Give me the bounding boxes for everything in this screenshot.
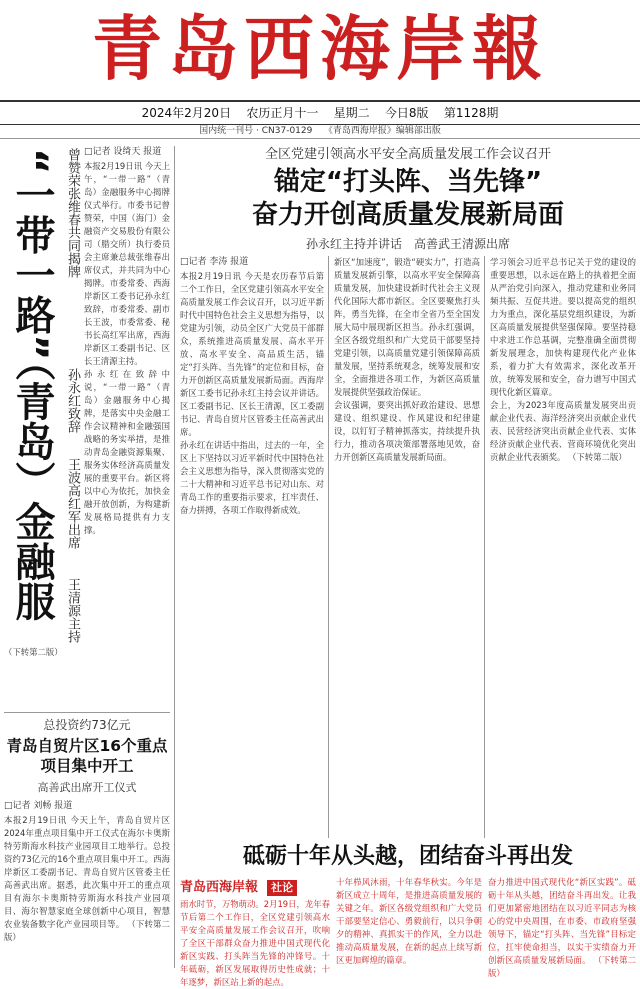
editorial-headline: 砥砺十年从头越，团结奋斗再出发	[242, 844, 573, 869]
main-col3-p1: 学习领会习近平总书记关于党的建设的重要思想，以永远在路上的执着把全面从严治党引向深入，推动党建和业务同频共振、互促共进。要以提高党的组织力为重点，深化基层党组织建设，为新区高质量发展提供坚强保障。要坚持稳中求进工作总基调，完整准确全面贯彻新发展理念，加快构建现代化产业体系，着力扩大有效需求，深化改革开放，统筹发展和安全，奋力谱写中国式现代化新区篇章。	[490, 257, 636, 397]
lower-left-continued: （下转第二版）	[4, 919, 171, 942]
main-col1-p1: 本报2月19日讯 今天是农历春节后第二个工作日，全区党建引领高水平安全高质量发展工作会议召开，以习近平新时代中国特色社会主义思想为指导，以党建为引领，动员全区广大党员干部群众，系统推进高质量发展、高水平开放、高水平安全、高品质生活，锚定“打头阵、当先锋”的定位和目标，奋力开创新区高质量发展新局面。西海岸新区工委书记孙永红主持会议并讲话。区工委副书记、区长王清源，区工委副书记、青岛自贸片区管委主任高善武出席。	[180, 271, 324, 437]
main-col1-p2: 孙永红在讲话中指出，过去的一年，全区上下坚持以习近平新时代中国特色社会主义思想为指导，深入贯彻落实党的二十大精神和习近平总书记对山东、对青岛工作的重要指示要求，扛牢责任、奋力拼搏，各项工作取得新成效。	[180, 440, 324, 515]
left-headline: “一带一路”（青岛）金融服	[9, 148, 55, 621]
lower-left-rule	[4, 712, 170, 713]
editorial-col2-text: 十年栉风沐雨，十年春华秋实。今年是新区成立十周年，是推进高质量发展的关键之年。新区各级党组织和广大党员干部要坚定信心、勇毅前行，以只争朝夕的精神、真抓实干的作风，全力以赴推动高质量发展，在新的起点上续写新区更加辉煌的篇章。	[336, 877, 482, 965]
main-col3-p2: 会上，为2023年度高质量发展突出贡献企业代表、海洋经济突出贡献企业代表、民营经济突出贡献企业代表、实体经济贡献企业代表、营商环境优化突出贡献企业代表颁奖。	[490, 400, 636, 462]
left-subhead-2: 孙永红致辞	[65, 368, 80, 433]
editorial-banner	[180, 876, 330, 896]
main-col-divider-1	[328, 256, 329, 838]
main-col-3	[490, 256, 636, 838]
left-continued: （下转第二版）	[4, 647, 63, 657]
column-divider-left	[174, 146, 175, 968]
dateline	[0, 100, 640, 125]
editorial-col-3	[488, 876, 637, 978]
left-body	[84, 160, 170, 636]
masthead	[0, 0, 640, 98]
main-col-1	[180, 270, 324, 838]
editorial-col1-text: 雨水时节，万物萌动。2月19日，龙年春节后第二个工作日，全区党建引领高水平安全高质量发展工作会议召开，吹响了全区干部群众奋力推进中国式现代化新区实践、打头阵当先锋的冲锋号。十年砥砺，新区发展取得历史性成就；十年逐梦，新区站上新的起点。	[180, 899, 330, 987]
editorial-brand: 青岛西海岸報	[180, 880, 259, 895]
page-count: 今日8版	[384, 106, 429, 120]
left-byline: □记者 设绮天 报道	[84, 147, 162, 157]
editorial-col-1	[180, 898, 330, 987]
main-kicker: 全区党建引领高水平安全高质量发展工作会议召开	[264, 147, 551, 162]
publisher: 《青岛西海岸报》编辑部出版	[323, 126, 441, 136]
main-col2-p1: 新区“加速度”，锻造“硬实力”，打造高质量发展新引擎，以高水平安全保障高质量发展，加快建设新时代社会主义现代化国际大都市新区。全区要聚焦打头阵，勇当先锋，在全市全省乃至全国发展大局中展现新区担当。孙永红强调，全区各级党组织和广大党员干部要坚持党建引领，以高质量党建引领保障高质量发展，坚持系统观念，统筹发展和安全，全面推进各项工作，为新区高质量发展提供坚强政治保证。	[334, 257, 480, 397]
main-subhead: 孙永红主持并讲话 高善武王清源出席	[305, 237, 510, 251]
main-headline-line1: 锚定“打头阵、当先锋”	[273, 167, 543, 197]
left-body-p2: 孙永红在致辞中说，“一带一路”（青岛）金融服务中心揭牌，是落实中央金融工作会议精神和金融强国战略的务实举措，是推动青岛金融资源集聚、服务实体经济高质量发展的重要平台。新区将以中心为依托，加快金融开放创新，为构建新发展格局提供有力支撑。	[84, 369, 170, 535]
lower-left-headline: 青岛自贸片区16个重点项目集中开工	[6, 737, 168, 775]
left-body-tail	[4, 646, 170, 706]
left-subhead-4: 王清源主持	[65, 578, 80, 643]
editorial-col3-text: 奋力推进中国式现代化“新区实践”。砥砺十年从头越，团结奋斗再出发。让我们更加紧密地团结在以习近平同志为核心的党中央周围，在市委、市政府坚强领导下，锚定“打头阵、当先锋”目标定位，扛牢使命担当，以实干实绩奋力开创新区高质量发展新局面。	[488, 877, 636, 965]
main-continued: （下转第二版）	[568, 452, 627, 462]
date: 2024年2月20日	[141, 106, 232, 120]
lower-left-kicker: 总投资约73亿元	[43, 718, 131, 732]
editorial-col-2	[336, 876, 482, 968]
lower-left-byline: □记者 刘畅 报道	[4, 801, 73, 811]
serial-number: 国内统一刊号 · CN37-0129	[199, 126, 313, 136]
lower-left-body	[4, 814, 170, 968]
main-col-2	[334, 256, 480, 838]
masthead-title: 青岛西海岸報	[92, 7, 548, 90]
lower-left-subhead: 高善武出席开工仪式	[37, 781, 137, 794]
editorial-tag: 社论	[267, 880, 297, 896]
left-body-p1: 本报2月19日讯 今天上午，“一带一路”（青岛）金融服务中心揭牌仪式举行。市委书记曾赞荣，中国（海门）金融资产交易股份有限公司（腊交所）执行委员会主席兼总裁张维春出席仪式，并共同为中心揭牌。市委常委、西海岸新区工委书记孙永红致辞，市委常委、副市长王波，市委常委、秘书长高红军出席，西海岸新区工委副书记、区长王清源主持。	[84, 161, 170, 366]
issue-number: 第1128期	[443, 106, 499, 120]
main-col2-p2: 会议强调，要突出抓好政治建设、思想建设、组织建设、作风建设和纪律建设，以钉钉子精神抓落实，持续提升执行力，推动各项决策部署落地见效，奋力开创新区高质量发展新局面。	[334, 400, 480, 462]
main-byline: □记者 李涛 报道	[180, 257, 249, 267]
editorial-continued: （下转第二版）	[488, 955, 637, 978]
publication-info	[0, 124, 640, 139]
left-subhead-3: 王波高红军出席	[65, 458, 80, 549]
main-col-divider-2	[484, 256, 485, 838]
lunar-date: 农历正月十一	[246, 106, 319, 120]
weekday: 星期二	[333, 106, 370, 120]
main-headline-line2: 奋力开创高质量发展新局面	[251, 200, 564, 230]
lower-left-body-text: 本报2月19日讯 今天上午，青岛自贸片区2024年重点项目集中开工仪式在海尔卡奥斯特劳斯海水科技产业园项目工地举行。总投资约73亿元的16个重点项目集中开工。西海岸新区工委副书记、青岛自贸片区管委主任高善武出席。据悉，此次集中开工的重点项目有海尔卡奥斯特劳斯海水科技产业园项目、海尔智慧家庭全球创新中心项目，智慧农业装备数字化产业园项目等。	[4, 815, 170, 929]
left-subhead-1: 曾赞荣张维春共同揭牌	[65, 148, 80, 278]
